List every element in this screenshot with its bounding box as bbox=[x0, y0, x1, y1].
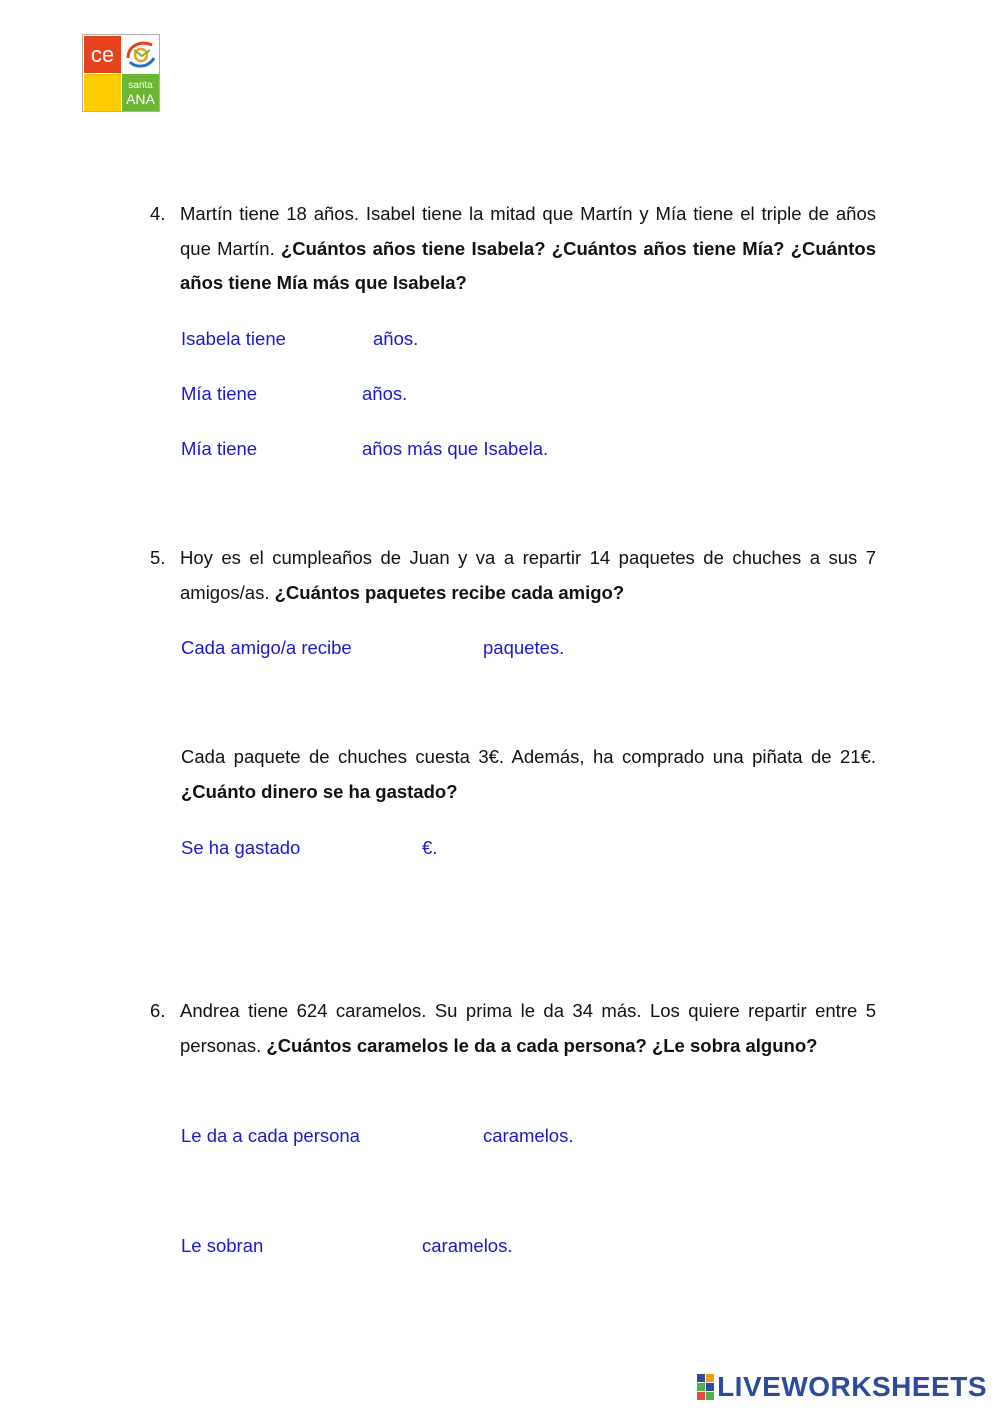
answer-6b-label: Le sobran bbox=[181, 1235, 264, 1256]
logo-santa-text: santa bbox=[128, 80, 153, 91]
question-6-text bbox=[180, 994, 876, 1063]
answer-5a-label: Cada amigo/a recibe bbox=[181, 637, 352, 658]
question-4-prompt: ¿Cuántos años tiene Isabela? ¿Cuántos años tiene Mía? ¿Cuántos años tiene Mía más que Isabela? bbox=[180, 237, 876, 293]
question-5-prompt: ¿Cuántos paquetes recibe cada amigo? bbox=[274, 581, 625, 603]
question-5-sub-statement: Cada paquete de chuches cuesta 3€. Además, ha comprado una piñata de 21€. bbox=[181, 746, 876, 767]
liveworksheets-logo-icon bbox=[697, 1374, 714, 1400]
answer-4b-label: Mía tiene bbox=[181, 383, 258, 404]
logo-santa-ana bbox=[122, 74, 159, 111]
answer-4c-suffix: años más que Isabela. bbox=[362, 438, 549, 459]
question-4-text bbox=[180, 197, 876, 301]
logo-yellow-block bbox=[84, 74, 121, 111]
logo-ana-text: ANA bbox=[126, 91, 155, 107]
question-6-prompt: ¿Cuántos caramelos le da a cada persona? ¿Le sobra alguno? bbox=[266, 1034, 818, 1056]
school-logo bbox=[82, 34, 160, 112]
question-5-statement: Hoy es el cumpleaños de Juan y va a repartir 14 paquetes de chuches a sus 7 amigos/as. bbox=[180, 547, 876, 603]
question-5-text bbox=[180, 541, 876, 610]
logo-emblem-icon bbox=[122, 36, 159, 73]
answer-6a-suffix: caramelos. bbox=[483, 1125, 574, 1146]
answer-4a-label: Isabela tiene bbox=[181, 328, 286, 349]
answer-6b-suffix: caramelos. bbox=[422, 1235, 513, 1256]
question-5-number: 5. bbox=[150, 547, 166, 568]
answer-5b-label: Se ha gastado bbox=[181, 837, 301, 858]
question-4-statement: Martín tiene 18 años. Isabel tiene la mitad que Martín y Mía tiene el triple de años que Martín. bbox=[180, 203, 876, 259]
liveworksheets-brand bbox=[697, 1372, 987, 1402]
answer-4b-suffix: años. bbox=[362, 383, 408, 404]
question-4-number: 4. bbox=[150, 203, 166, 224]
answer-5a-suffix: paquetes. bbox=[483, 637, 565, 658]
answer-4c-label: Mía tiene bbox=[181, 438, 258, 459]
answer-6a-label: Le da a cada persona bbox=[181, 1125, 360, 1146]
answer-5b-suffix: €. bbox=[422, 837, 438, 858]
question-6-number: 6. bbox=[150, 1000, 166, 1021]
logo-ce-text: ce bbox=[84, 36, 121, 73]
liveworksheets-wordmark: LIVEWORKSHEETS bbox=[717, 1371, 987, 1402]
question-5-sub-prompt: ¿Cuánto dinero se ha gastado? bbox=[181, 780, 458, 802]
answer-4a-suffix: años. bbox=[373, 328, 419, 349]
question-5-sub-text bbox=[181, 740, 876, 809]
question-6-statement: Andrea tiene 624 caramelos. Su prima le da 34 más. Los quiere repartir entre 5 personas. bbox=[180, 1000, 876, 1056]
